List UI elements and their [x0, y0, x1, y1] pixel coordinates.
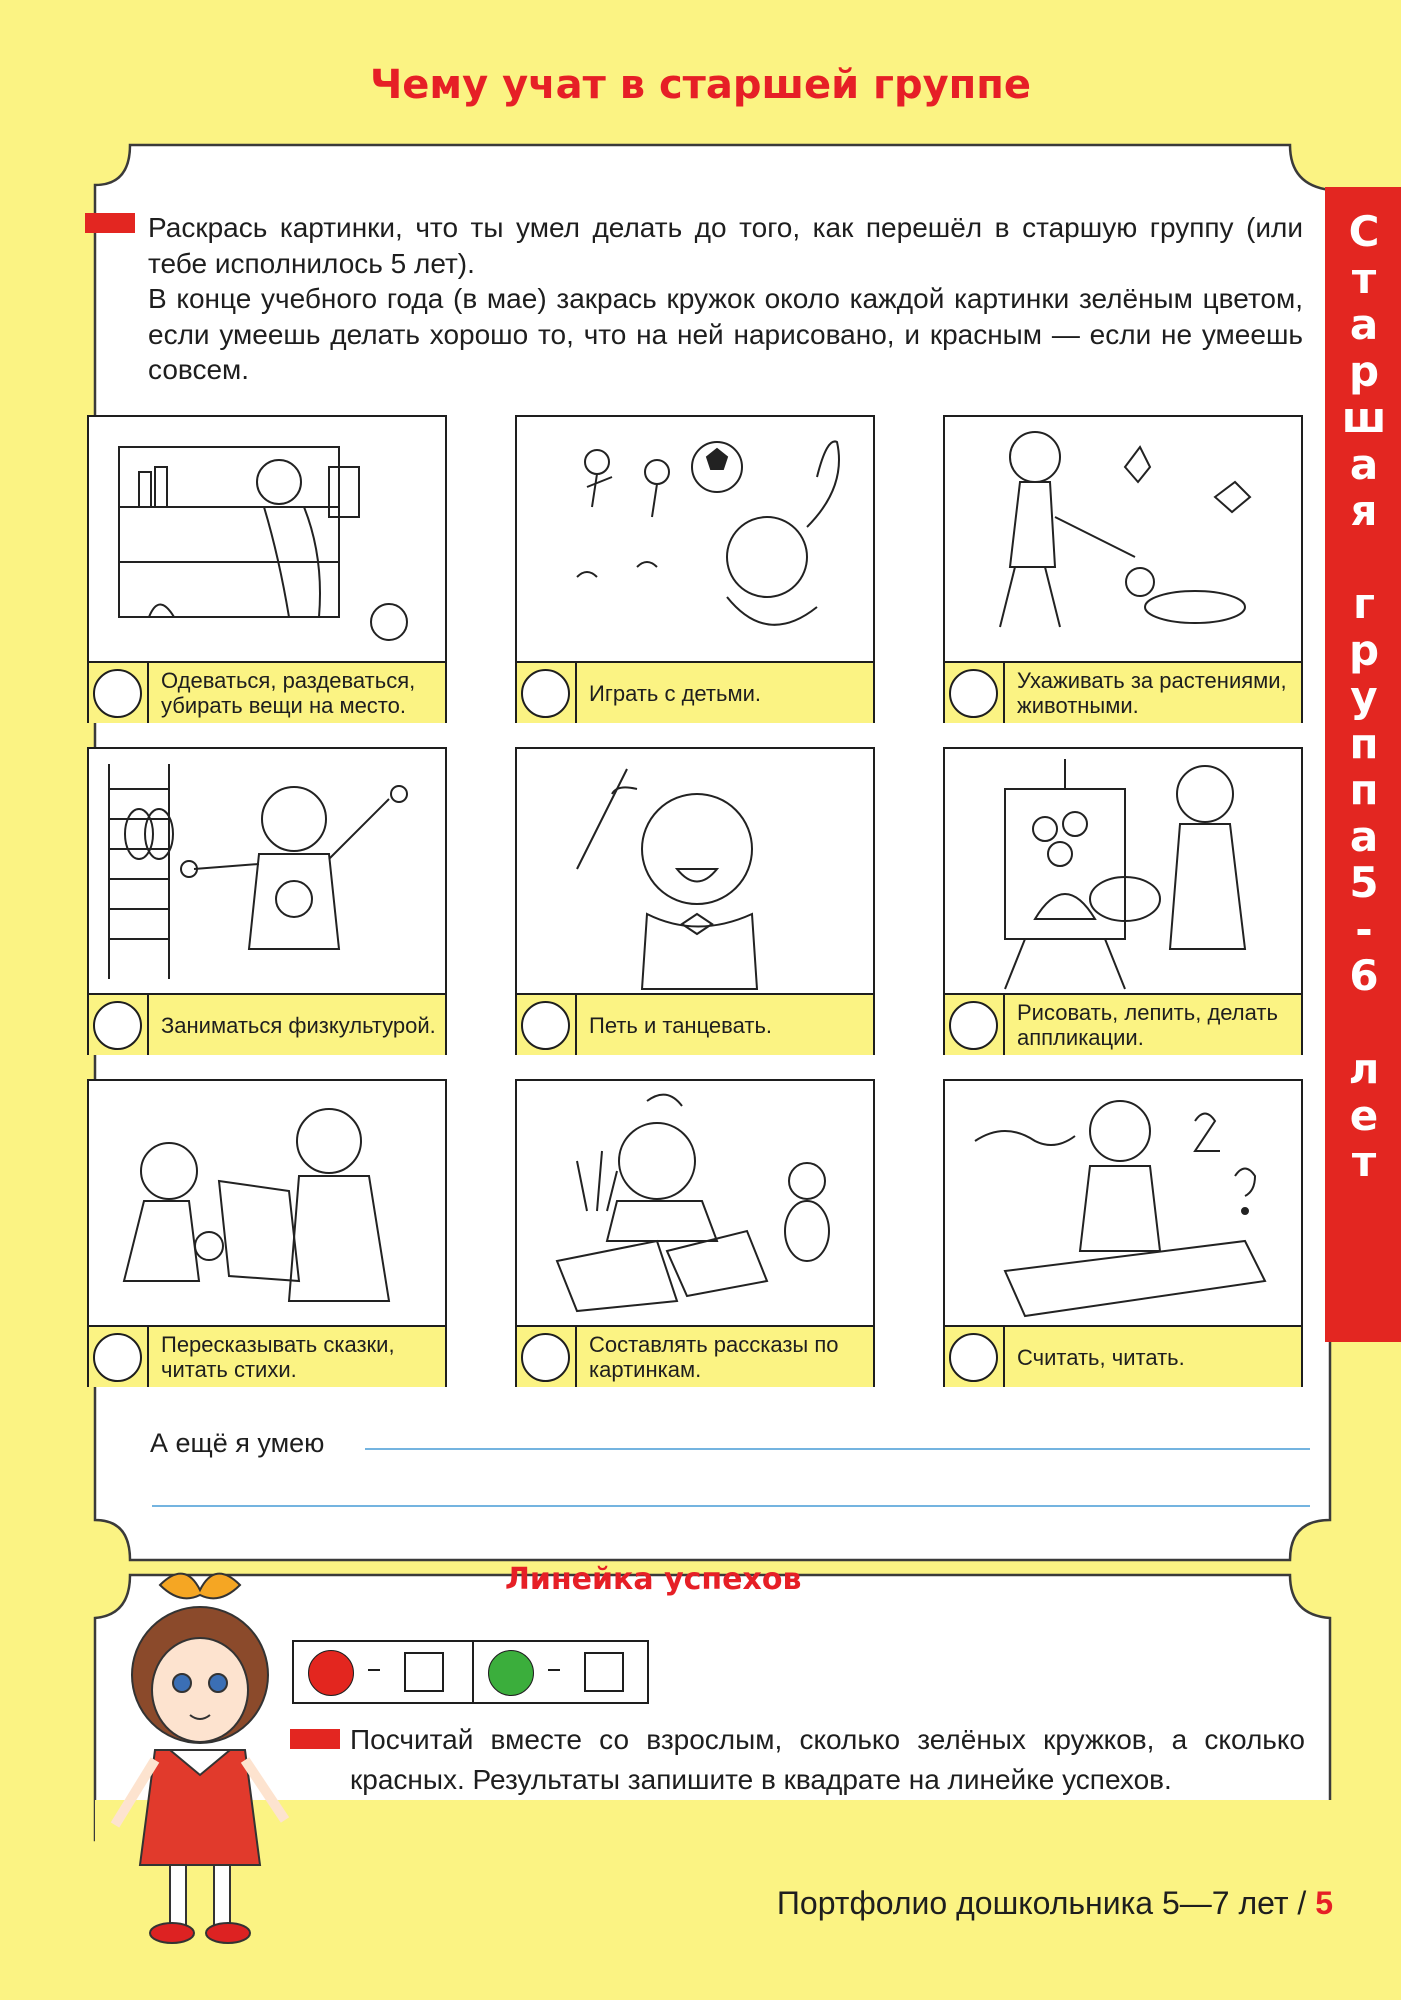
caption-divider [1003, 995, 1005, 1055]
card-dressing [87, 415, 447, 723]
rating-circle[interactable] [949, 669, 998, 718]
card-caption: Ухаживать за растениями, животными. [1017, 668, 1287, 718]
card-caption-bar [89, 661, 445, 723]
card-caption: Рисовать, лепить, делать аппликации. [1017, 1000, 1278, 1050]
children-reading-book-illustration [89, 1081, 445, 1325]
rating-circle[interactable] [521, 1001, 570, 1050]
card-sports [87, 747, 447, 1055]
also-label: А ещё я умею [150, 1428, 325, 1458]
boy-writing-illustration [945, 1081, 1301, 1325]
side-letter: я [1350, 486, 1378, 535]
ruler-divider [472, 1642, 474, 1702]
card-caption-bar [517, 661, 873, 723]
card-caption-bar [89, 993, 445, 1055]
page-title: Чему учат в старшей группе [369, 62, 1032, 108]
side-letter: р [1348, 625, 1380, 675]
side-band-text [1325, 209, 1401, 1186]
side-letter: - [1355, 904, 1373, 954]
card-caption-bar [517, 993, 873, 1055]
success-ruler [292, 1640, 649, 1704]
caption-divider [147, 995, 149, 1055]
boy-walking-dog-illustration [945, 417, 1301, 661]
rating-circle[interactable] [93, 669, 142, 718]
side-letter: г [1353, 579, 1375, 628]
side-band [1325, 187, 1401, 1342]
girl-with-pictures-illustration [517, 1081, 873, 1325]
girl-painting-easel-illustration [945, 749, 1301, 993]
side-letter: п [1349, 765, 1379, 814]
card-caption-bar [945, 1325, 1301, 1387]
side-letter: 5 [1349, 858, 1379, 907]
card-drawing [943, 747, 1303, 1055]
caption-divider [575, 995, 577, 1055]
write-line-2[interactable] [152, 1505, 1310, 1507]
footer [777, 1885, 1333, 1922]
children-playing-ball-illustration [517, 417, 873, 661]
card-caption: Заниматься физкультурой. [161, 1012, 436, 1038]
side-letter: т [1351, 1137, 1377, 1186]
ruler-instruction [350, 1720, 1305, 1800]
caption-divider [575, 1327, 577, 1387]
side-letter: С [1348, 207, 1380, 256]
card-retelling [87, 1079, 447, 1387]
caption-divider [1003, 1327, 1005, 1387]
side-letter: р [1348, 346, 1380, 396]
side-letter: а [1349, 811, 1379, 861]
footer-text: Портфолио дошкольника 5—7 лет / [776, 1885, 1307, 1921]
instruction-line-1: Раскрась картинки, что ты умел делать до того, как перешёл в старшую группу (или тебе исполнилось 5 лет). [148, 212, 1303, 279]
card-caption: Петь и танцевать. [589, 1012, 773, 1038]
caption-divider [147, 1327, 149, 1387]
card-counting [943, 1079, 1303, 1387]
side-letter: п [1349, 718, 1379, 768]
caption-divider [147, 663, 149, 723]
card-caption: Одеваться, раздеваться, убирать вещи на место. [161, 668, 416, 718]
page-number: 5 [1315, 1885, 1333, 1921]
side-letter [1325, 1000, 1401, 1047]
card-caring [943, 415, 1303, 723]
red-circle [308, 1650, 354, 1696]
doll-illustration [100, 1565, 310, 1965]
side-letter: т [1351, 253, 1377, 303]
green-count-box[interactable] [584, 1652, 624, 1692]
rating-circle[interactable] [93, 1001, 142, 1050]
rating-circle[interactable] [521, 1333, 570, 1382]
dash [368, 1669, 380, 1671]
side-letter: у [1350, 672, 1378, 721]
instruction-text [148, 210, 1303, 388]
green-circle [488, 1650, 534, 1696]
card-caption: Пересказывать сказки, читать стихи. [161, 1332, 395, 1382]
side-letter: ш [1341, 393, 1387, 442]
boy-singing-illustration [517, 749, 873, 993]
boy-with-dumbbells-illustration [89, 749, 445, 993]
rating-circle[interactable] [93, 1333, 142, 1382]
instruction-marker [85, 213, 135, 233]
card-caption: Считать, читать. [1017, 1344, 1185, 1370]
write-line-1[interactable] [365, 1448, 1310, 1450]
side-letter: а [1349, 439, 1379, 489]
card-singing [515, 747, 875, 1055]
success-ruler-title: Линейка успехов [505, 1562, 802, 1597]
card-caption: Составлять рассказы по картинкам. [589, 1332, 839, 1382]
side-letter: л [1348, 1044, 1380, 1093]
card-playing [515, 415, 875, 723]
caption-divider [575, 663, 577, 723]
red-count-box[interactable] [404, 1652, 444, 1692]
side-letter: 6 [1349, 951, 1379, 1000]
instruction-line-2: В конце учебного года (в мае) закрась кружок около каждой картинки зелёным цветом, если умеешь делать хорошо то, что на ней нарисовано, и красным — если не умеешь совсем. [148, 283, 1303, 385]
rating-circle[interactable] [949, 1333, 998, 1382]
side-letter [1325, 535, 1401, 582]
side-letter: а [1349, 300, 1379, 349]
card-caption: Играть с детьми. [589, 680, 761, 706]
caption-divider [1003, 663, 1005, 723]
card-stories [515, 1079, 875, 1387]
card-caption-bar [89, 1325, 445, 1387]
card-caption-bar [945, 661, 1301, 723]
child-at-shelf-illustration [89, 417, 445, 661]
card-caption-bar [945, 993, 1301, 1055]
card-caption-bar [517, 1325, 873, 1387]
dash [548, 1669, 560, 1671]
side-letter: е [1349, 1090, 1379, 1140]
rating-circle[interactable] [521, 669, 570, 718]
rating-circle[interactable] [949, 1001, 998, 1050]
ruler-instruction-text: Посчитай вместе со взрослым, сколько зелёных кружков, а сколько красных. Результаты запишите в квадрате на линейке успехов. [350, 1724, 1305, 1795]
